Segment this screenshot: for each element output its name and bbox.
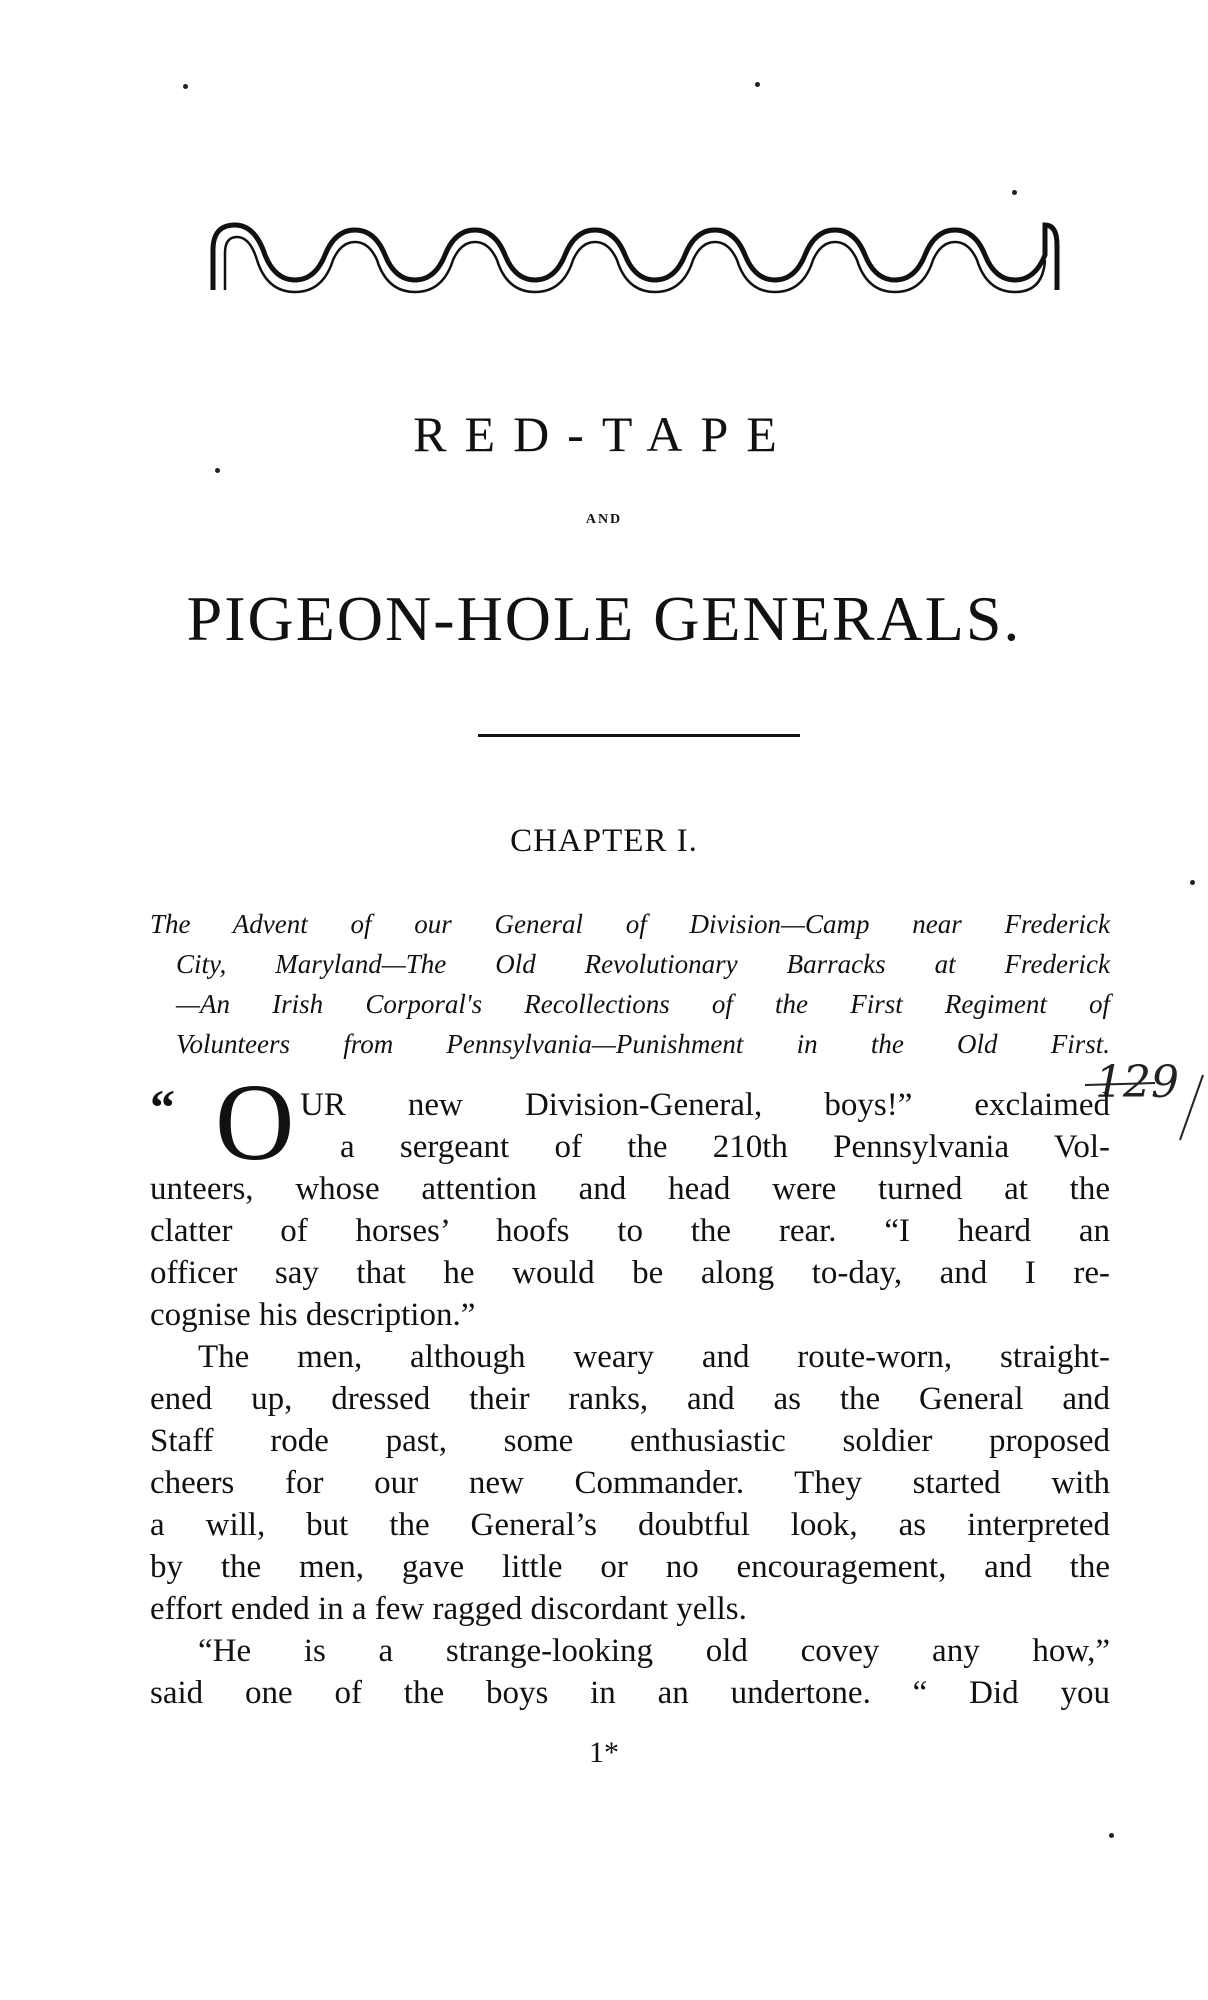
handwritten-note-text: 129 (1095, 1057, 1179, 1108)
body-line: a will, but the General’s doubtful look, as interpreted (150, 1507, 1110, 1543)
body-line: unteers, whose attention and head were turned at the (150, 1171, 1110, 1207)
summary-line: —An Irish Corporal's Recollections of the First Regiment of (176, 989, 1110, 1019)
wave-ornament (205, 215, 1065, 295)
chapter-summary (150, 904, 1110, 1064)
scan-speck (755, 82, 760, 87)
opening-quote: “ (150, 1079, 175, 1135)
body-line: The men, although weary and route-worn, straight- (198, 1339, 1110, 1375)
summary-line: Volunteers from Pennsylvania—Punishment in the Old First. (176, 1029, 1110, 1059)
body-line: said one of the boys in an undertone. “ Did you (150, 1675, 1110, 1711)
title-red-tape: RED-TAPE (413, 406, 795, 462)
chapter-heading: CHAPTER I. (510, 823, 698, 859)
scan-speck (183, 84, 188, 89)
scan-speck (1012, 190, 1017, 195)
body-line: effort ended in a few ragged discordant yells. (150, 1591, 747, 1627)
drop-cap: O (215, 1061, 295, 1183)
body-line: “He is a strange-looking old covey any how,” (198, 1633, 1110, 1669)
summary-line: City, Maryland—The Old Revolutionary Barracks at Frederick (176, 949, 1110, 979)
title-divider (478, 734, 800, 737)
book-title: PIGEON-HOLE GENERALS. (186, 583, 1022, 654)
scan-speck (1190, 880, 1195, 885)
body-line: cognise his description.” (150, 1297, 476, 1333)
summary-line: The Advent of our General of Division—Camp near Frederick (150, 909, 1110, 939)
title-and: AND (585, 512, 623, 527)
body-line: by the men, gave little or no encouragement, and the (150, 1549, 1110, 1585)
body-line: cheers for our new Commander. They started with (150, 1465, 1110, 1501)
body-first-line: UR new Division-General, boys!” exclaimed (300, 1087, 1110, 1123)
body-line: officer say that he would be along to-day, and I re- (150, 1255, 1110, 1291)
body-line: ened up, dressed their ranks, and as the General and (150, 1381, 1110, 1417)
body-line: clatter of horses’ hoofs to the rear. “I heard an (150, 1213, 1110, 1249)
scan-speck (215, 468, 220, 473)
page-folio: 1* (589, 1736, 619, 1769)
body-line: a sergeant of the 210th Pennsylvania Vol- (340, 1129, 1110, 1165)
body-line: Staff rode past, some enthusiastic soldier proposed (150, 1423, 1110, 1459)
body-text (150, 1079, 1110, 1714)
scan-speck (1109, 1833, 1114, 1838)
